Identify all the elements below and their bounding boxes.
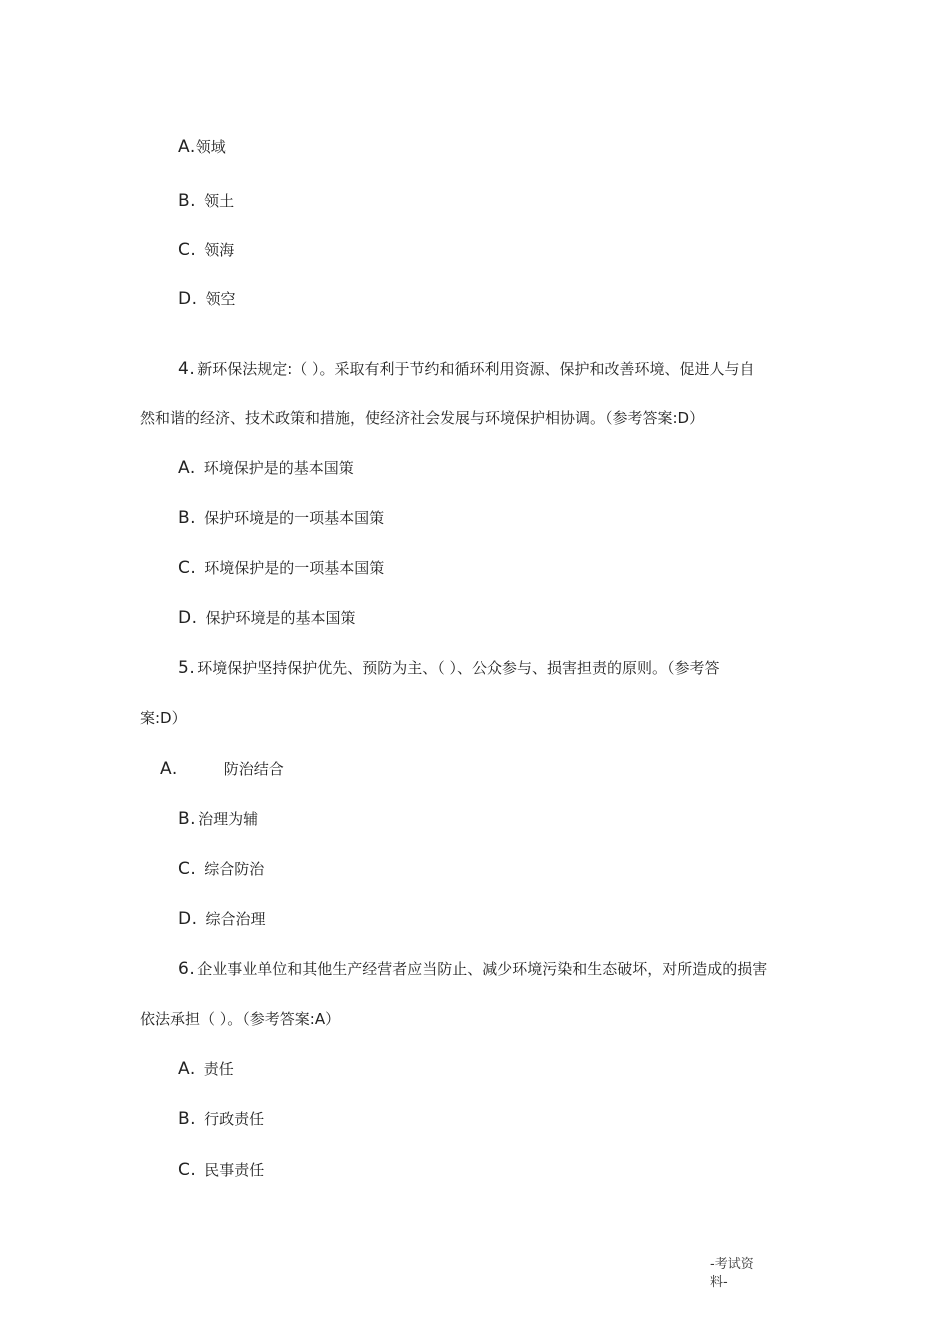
option-key: D. xyxy=(178,909,198,929)
q4-option-c xyxy=(178,558,384,578)
option-text: 领土 xyxy=(204,192,235,210)
q5-option-c xyxy=(178,859,264,879)
question-text: 然和谐的经济、技术政策和措施，使经济社会发展与环境保护相协调。（参考答案:D） xyxy=(140,409,705,427)
option-text: 治理为辅 xyxy=(198,810,259,828)
q3-option-b xyxy=(178,191,234,211)
option-key: B. xyxy=(178,809,197,829)
option-text: 领域 xyxy=(195,138,226,156)
option-text: 综合防治 xyxy=(204,860,265,878)
q6-option-a xyxy=(178,1059,234,1079)
option-key: B. xyxy=(178,508,197,528)
q6-option-b xyxy=(178,1109,264,1129)
option-text: 环境保护是的基本国策 xyxy=(203,459,354,477)
question-text: 企业事业单位和其他生产经营者应当防止、减少环境污染和生态破坏，对所造成的损害 xyxy=(197,960,768,978)
question-text: 依法承担（ ）。（参考答案:A） xyxy=(140,1010,341,1028)
q4-option-d xyxy=(178,608,356,628)
q6-option-c xyxy=(178,1160,264,1180)
option-key: D. xyxy=(178,289,198,309)
page-footer: -考试资料- xyxy=(710,1257,754,1290)
option-key: A. xyxy=(178,1059,196,1079)
q4-option-a xyxy=(178,458,354,478)
q4-stem-line2 xyxy=(140,408,704,428)
q4-option-b xyxy=(178,508,384,528)
option-text: 领空 xyxy=(205,290,236,308)
option-key: B. xyxy=(178,1109,197,1129)
question-text: 案:D） xyxy=(140,709,187,727)
option-key: A. xyxy=(160,759,178,779)
question-text: 环境保护坚持保护优先、预防为主、（ ）、公众参与、损害担责的原则。（参考答 xyxy=(197,659,720,677)
option-key: C. xyxy=(178,558,197,578)
option-key: A. xyxy=(178,458,196,478)
q4-stem-line1 xyxy=(178,359,755,379)
option-text: 责任 xyxy=(203,1060,234,1078)
option-text: 保护环境是的基本国策 xyxy=(205,609,356,627)
option-key: C. xyxy=(178,859,197,879)
q3-option-d xyxy=(178,289,236,309)
q5-option-b xyxy=(178,809,258,829)
option-text: 民事责任 xyxy=(204,1161,265,1179)
q5-option-a xyxy=(160,759,284,779)
option-text: 防治结合 xyxy=(223,760,284,778)
option-text: 行政责任 xyxy=(204,1110,265,1128)
option-text: 保护环境是的一项基本国策 xyxy=(204,509,385,527)
question-number: 4. xyxy=(178,359,196,379)
q6-stem-line2 xyxy=(140,1009,340,1029)
option-key: C. xyxy=(178,1160,197,1180)
q3-option-a xyxy=(178,137,226,157)
q5-option-d xyxy=(178,909,266,929)
option-key: C. xyxy=(178,240,197,260)
option-text: 领海 xyxy=(204,241,235,259)
q3-option-c xyxy=(178,240,234,260)
question-number: 6. xyxy=(178,959,196,979)
option-key: B. xyxy=(178,191,197,211)
question-text: 新环保法规定:（ ）。采取有利于节约和循环利用资源、保护和改善环境、促进人与自 xyxy=(197,360,755,378)
question-number: 5. xyxy=(178,658,196,678)
option-text: 综合治理 xyxy=(205,910,266,928)
q5-stem-line1 xyxy=(178,658,720,678)
option-key: D. xyxy=(178,608,198,628)
option-key: A. xyxy=(178,137,196,157)
q6-stem-line1 xyxy=(178,959,767,979)
q5-stem-line2 xyxy=(140,708,187,728)
option-text: 环境保护是的一项基本国策 xyxy=(204,559,385,577)
